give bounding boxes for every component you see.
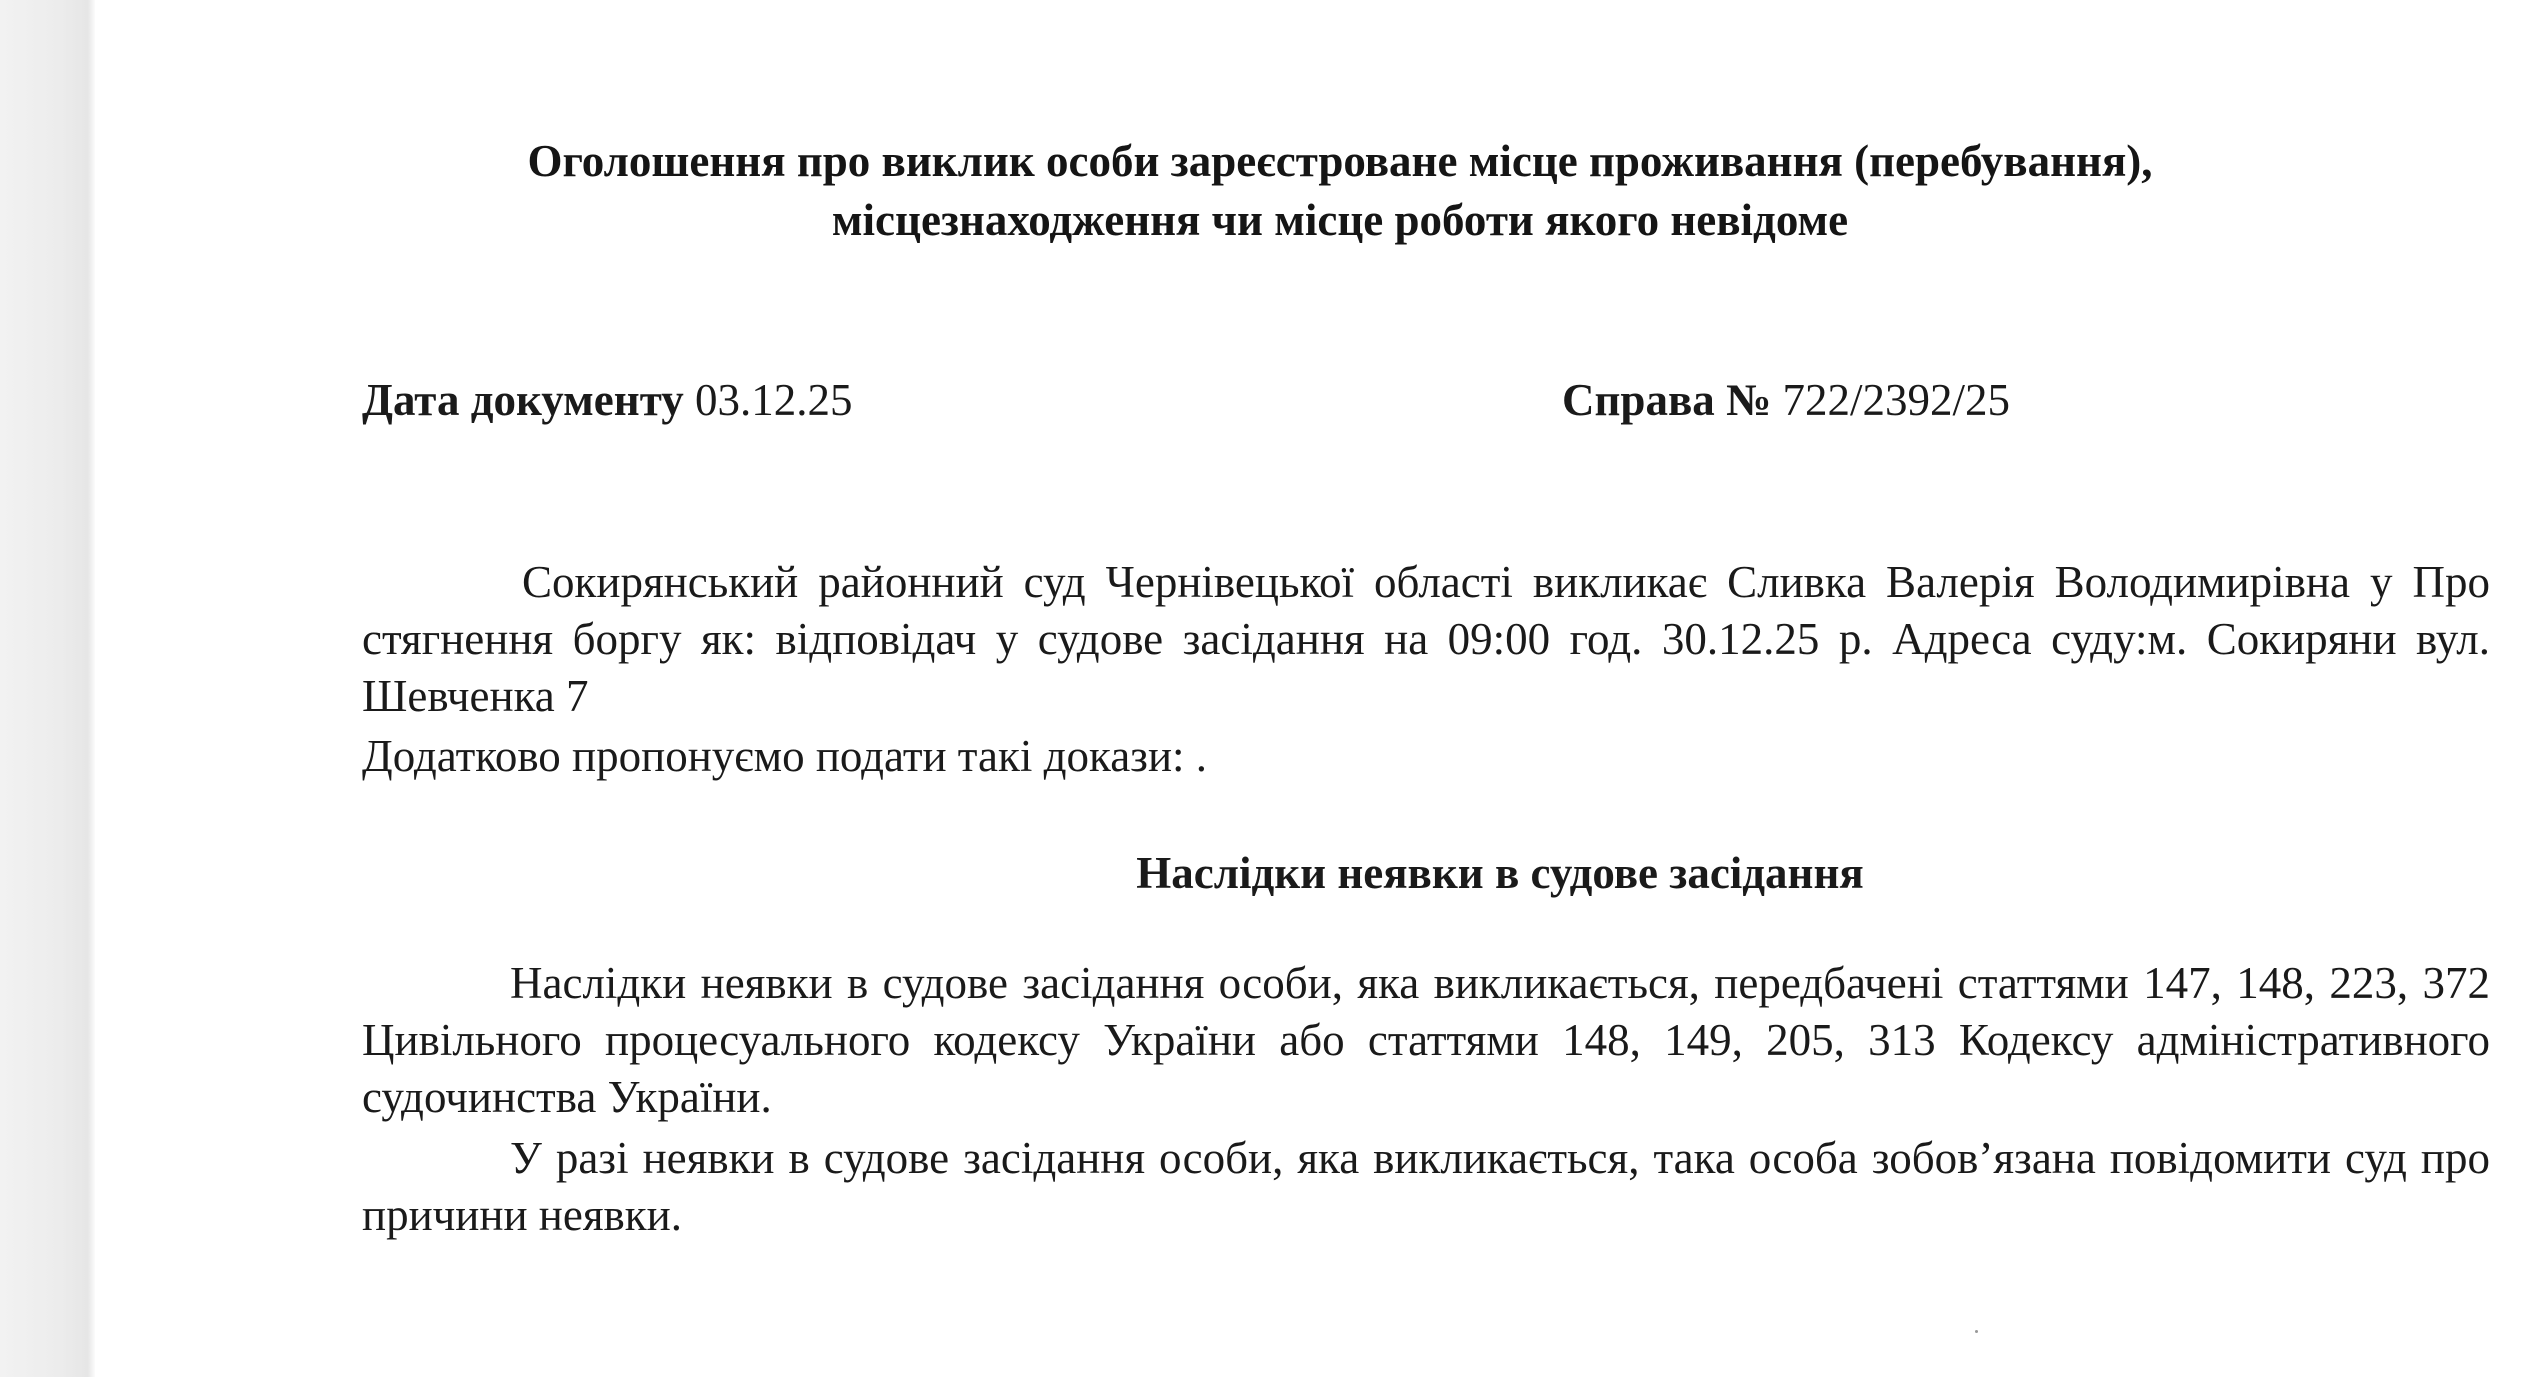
evidence-line: Додатково пропонуємо подати такі докази: .	[362, 731, 1208, 781]
document-title-line-2: місцезнаходження чи місце роботи якого невідоме	[831, 195, 1849, 245]
case-number	[1562, 372, 2010, 428]
document-date	[362, 372, 852, 428]
document-date-label: Дата документу	[362, 375, 684, 425]
section-title-consequences: Наслідки неявки в судове засідання	[1136, 848, 1864, 898]
summons-paragraph	[362, 554, 2490, 725]
summons-text: Сокирянський районний суд Чернівецької області викликає Сливка Валерія Володимирівна у Про стягнення боргу як: відповідач у судове засідання на 09:00 год. 30.12.25 р. Адреса суду:м. Сокиряни вул. Шевченка 7	[362, 557, 2490, 721]
consequences-paragraph: Наслідки неявки в судове засідання особи, яка викликається, передбачені статтями 147, 148, 223, 372 Цивільного процесуального кодексу України або статтями 148, 149, 205, 313 Кодексу адміністративного судочинства України.	[362, 958, 2490, 1122]
document-title	[360, 132, 2320, 250]
obligation-paragraph: У разі неявки в судове засідання особи, яка викликається, така особа зобов’язана повідомити суд про причини неявки.	[362, 1133, 2490, 1240]
document-title-line-1: Оголошення про виклик особи зареєстроване місце проживання (перебування),	[527, 136, 2153, 186]
scan-speck	[1975, 1330, 1978, 1333]
case-number-value: 722/2392/25	[1782, 375, 2010, 425]
case-number-label: Справа №	[1562, 375, 1772, 425]
document-date-value: 03.12.25	[694, 375, 853, 425]
